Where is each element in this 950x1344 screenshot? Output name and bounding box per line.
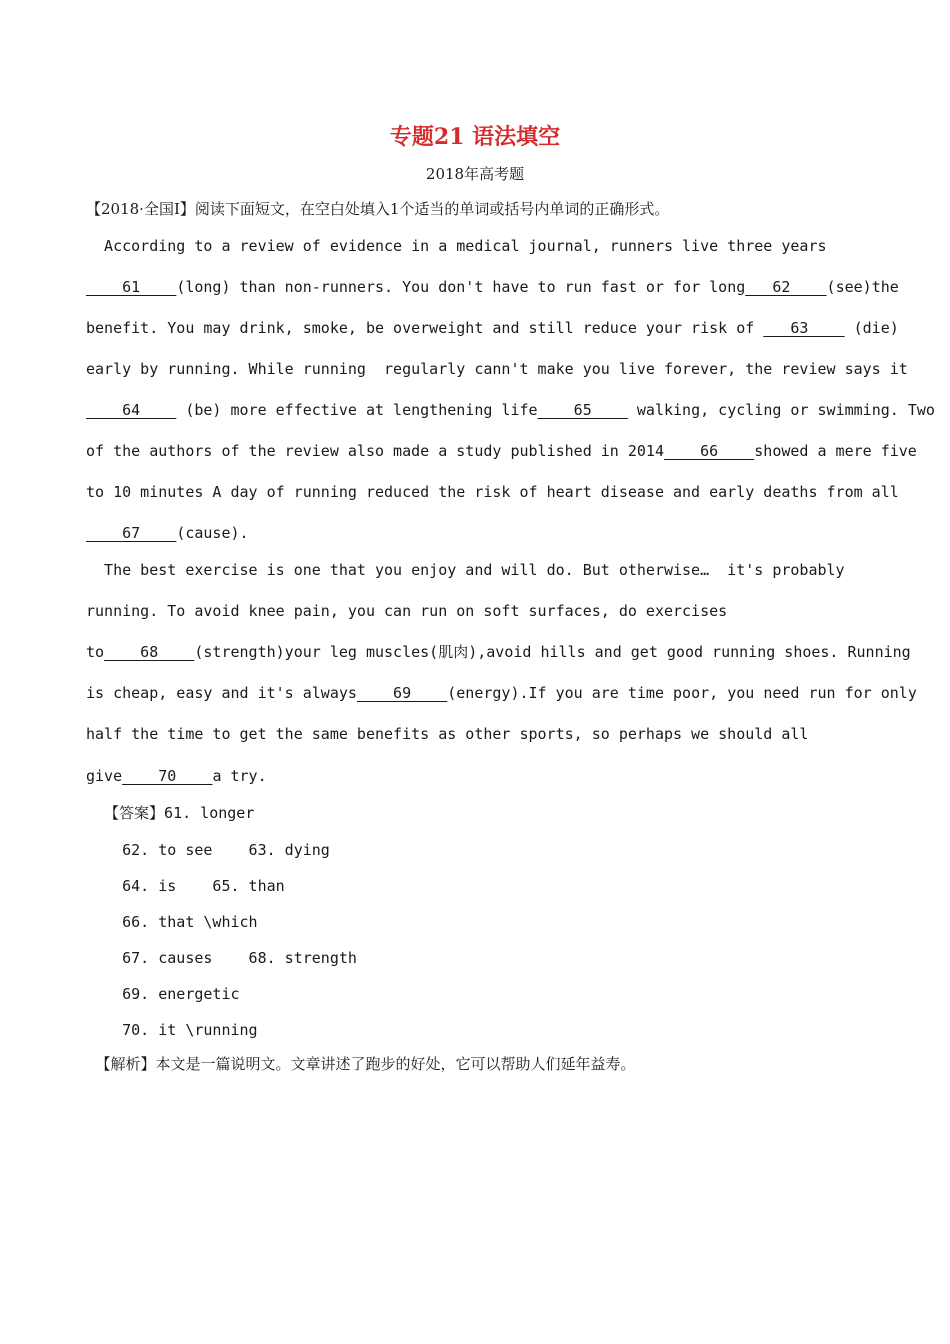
passage-line (86, 560, 845, 580)
passage-text: is cheap, easy and it's always (86, 684, 357, 702)
passage-text: early by running. While running regularly cann't make you live forever, the review says it (86, 360, 908, 378)
answer-blank: 70 (122, 767, 213, 785)
passage-line (86, 601, 727, 621)
answer-blank: 67 (86, 524, 177, 542)
passage-line (86, 277, 899, 297)
passage-text: to 10 minutes A day of running reduced the risk of heart disease and early deaths from all (86, 483, 899, 501)
answer-blank: 68 (104, 643, 195, 661)
answer-line: 67. causes 68. strength (86, 949, 357, 967)
passage-line (86, 400, 935, 420)
answer-line: 64. is 65. than (86, 877, 285, 895)
passage-line (86, 318, 899, 338)
passage-line (86, 766, 267, 786)
passage-text: half the time to get the same benefits as other sports, so perhaps we should all (86, 725, 809, 743)
passage-line (86, 441, 917, 461)
page-subtitle: 2018年高考题 (425, 165, 525, 183)
passage-line (86, 683, 917, 703)
answer-blank: 61 (86, 278, 177, 296)
passage-line (86, 724, 808, 744)
passage-text: According to a review of evidence in a medical journal, runners live three years (86, 237, 827, 255)
passage-text: (long) than non-runners. You don't have to run fast or for long (176, 278, 746, 296)
answer-line: 66. that \which (86, 913, 258, 931)
passage-line (86, 482, 899, 502)
passage-line (86, 359, 908, 379)
answer-blank: 69 (356, 684, 448, 702)
passage-text: give (86, 767, 123, 785)
answer-line: 62. to see 63. dying (86, 841, 330, 859)
passage-text: walking, cycling or swimming. Two (627, 401, 935, 419)
answer-blank: 63 (763, 319, 845, 337)
answer-line: 【答案】61. longer (86, 804, 255, 822)
passage-text: showed a mere five (754, 442, 917, 460)
passage-text: to (86, 643, 105, 661)
answer-line: 70. it \running (86, 1021, 258, 1039)
passage-text: (strength)your leg muscles(肌肉),avoid hills and get good running shoes. Running (194, 643, 911, 661)
analysis: 【解析】本文是一篇说明文。文章讲述了跑步的好处，它可以帮助人们延年益寿。 (86, 1055, 636, 1073)
passage-text: of the authors of the review also made a study published in 2014 (86, 442, 664, 460)
passage-text: (energy).If you are time poor, you need run for only (447, 684, 917, 702)
answer-blank: 66 (663, 442, 755, 460)
answer-blank: 62 (745, 278, 827, 296)
passage-line (86, 523, 249, 543)
answer-line: 69. energetic (86, 985, 240, 1003)
passage-text: a try. (212, 767, 267, 785)
passage-text: benefit. You may drink, smoke, be overweight and still reduce your risk of (86, 319, 764, 337)
answer-blank: 65 (537, 401, 628, 419)
passage-text: (cause). (176, 524, 249, 542)
passage-text: The best exercise is one that you enjoy and will do. But otherwise… it's probably (86, 561, 845, 579)
passage-line (86, 236, 827, 256)
passage-text: (see)the (826, 278, 899, 296)
passage-text: (die) (844, 319, 899, 337)
passage-text: (be) more effective at lengthening life (176, 401, 538, 419)
page-title: 专题21 语法填空 (389, 124, 561, 150)
passage-text: running. To avoid knee pain, you can run on soft surfaces, do exercises (86, 602, 728, 620)
instruction: 【2018·全国I】阅读下面短文，在空白处填入1个适当的单词或括号内单词的正确形式。 (86, 200, 670, 218)
passage-line (86, 642, 911, 662)
answer-blank: 64 (86, 401, 177, 419)
